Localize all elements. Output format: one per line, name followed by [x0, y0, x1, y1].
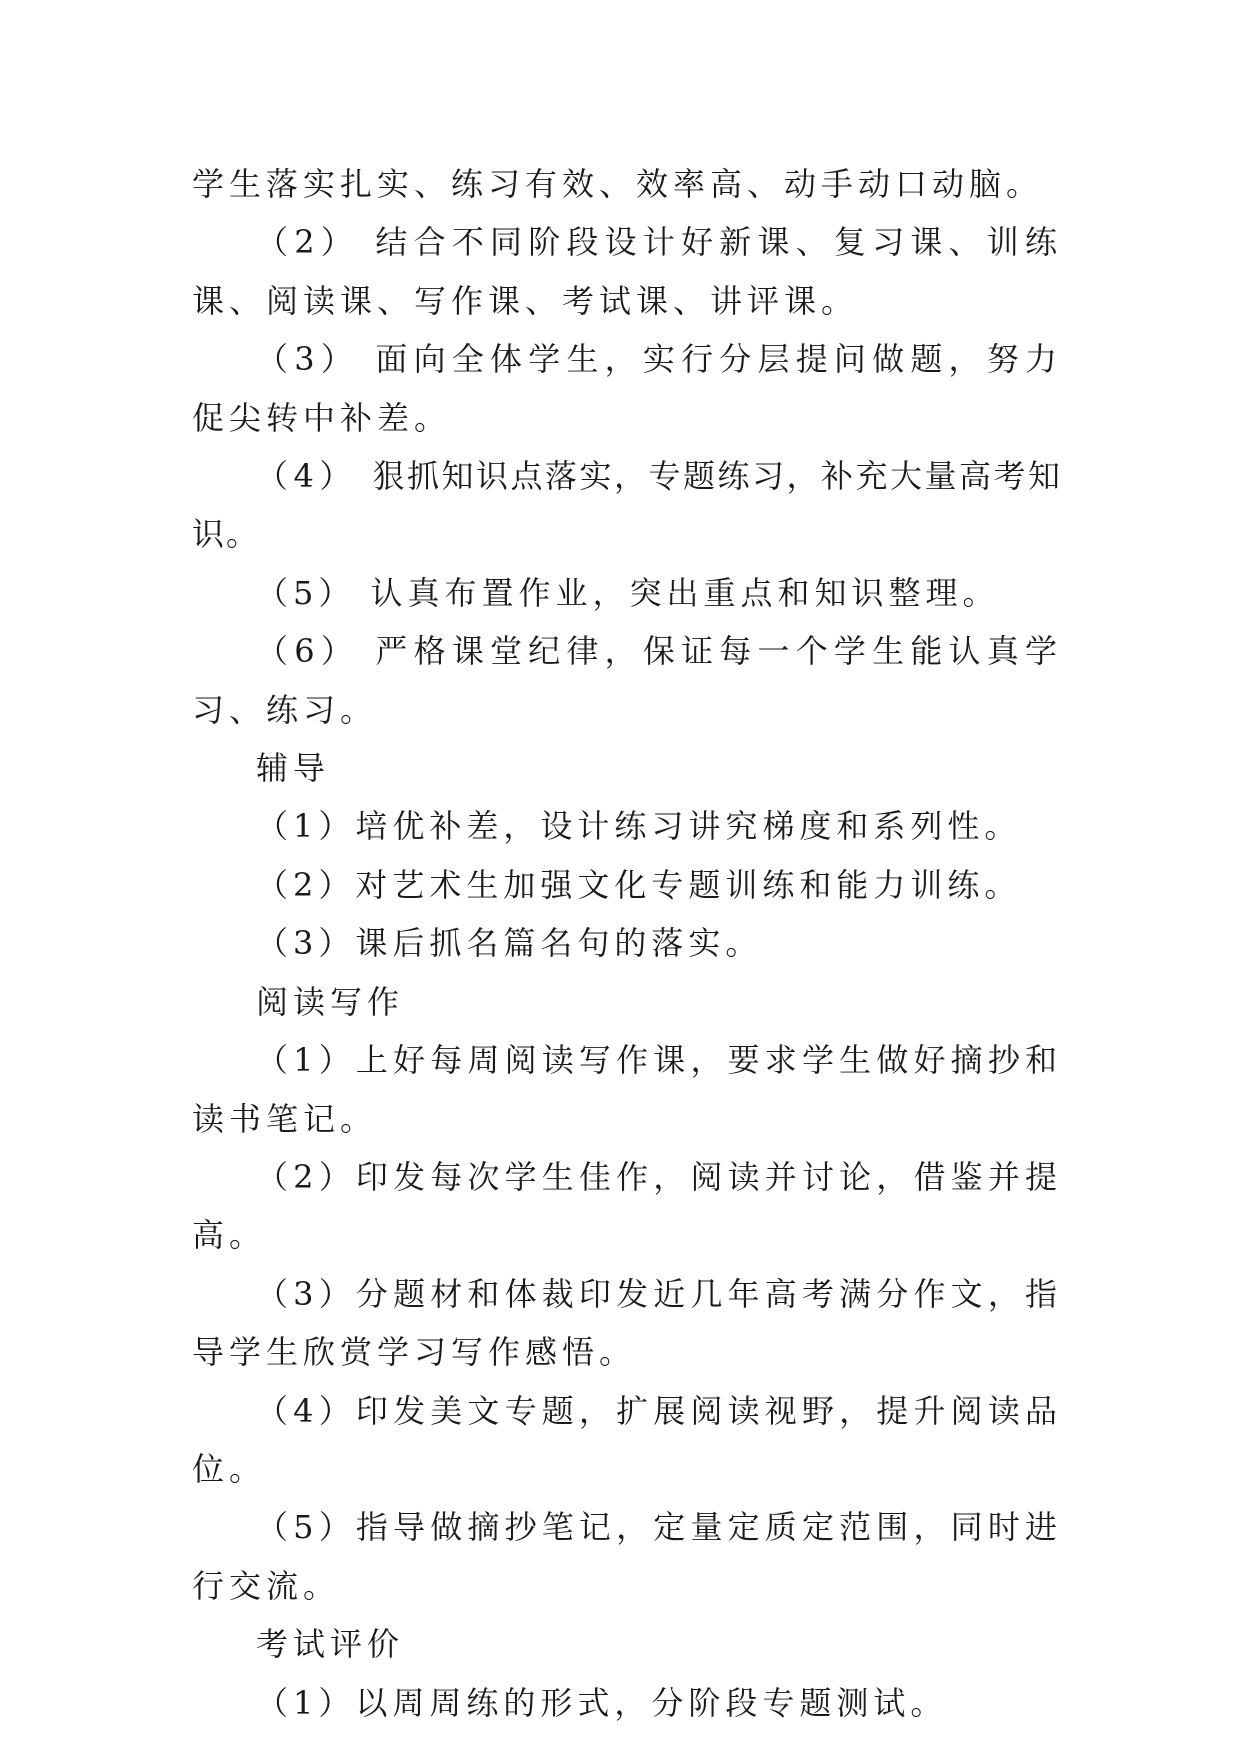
section-heading: 考试评价: [256, 1625, 405, 1664]
list-item-reading-5: [192, 1498, 1062, 1615]
list-item-tutoring-1: [192, 797, 1062, 855]
section-heading-reading-writing: [192, 973, 1062, 1031]
item-text: 印发美文专题，扩展阅读视野，提升阅读品位。: [192, 1391, 1062, 1488]
section-heading-tutoring: [192, 739, 1062, 797]
item-text: 课后抓名篇名句的落实。: [355, 924, 763, 963]
item-number: （2）: [256, 223, 359, 262]
item-text: 认真布置作业，突出重点和知识整理。: [370, 573, 1000, 612]
item-number: （3）: [256, 924, 356, 963]
item-text: 上好每周阅读写作课，要求学生做好摘抄和读书笔记。: [192, 1041, 1062, 1138]
paragraph-continuation: [192, 155, 1062, 213]
item-number: （4）: [256, 1391, 356, 1430]
list-item-tutoring-2: [192, 856, 1062, 914]
item-text: 印发每次学生佳作，阅读并讨论，借鉴并提高。: [192, 1157, 1062, 1255]
list-item-teaching-2: [192, 213, 1062, 330]
list-item-reading-4: [192, 1382, 1062, 1499]
list-item-teaching-4: [192, 447, 1062, 564]
list-item-tutoring-3: [192, 914, 1062, 972]
item-number: （5）: [256, 573, 356, 612]
item-text: 分题材和体裁印发近几年高考满分作文，指导学生欣赏学习写作感悟。: [192, 1274, 1062, 1372]
item-number: （2）: [256, 865, 356, 904]
list-item-reading-3: [192, 1265, 1062, 1382]
list-item-teaching-3: [192, 330, 1062, 447]
item-text: 严格课堂纪律，保证每一个学生能认真学习、练习。: [192, 632, 1062, 729]
item-text: 以周周练的形式，分阶段专题测试。: [355, 1683, 948, 1722]
item-text: 狠抓知识点落实，专题练习，补充大量高考知识。: [192, 457, 1062, 554]
list-item-teaching-6: [192, 622, 1062, 739]
item-text: 培优补差，设计练习讲究梯度和系列性。: [355, 807, 1022, 846]
section-heading-exam-evaluation: [192, 1615, 1062, 1673]
section-heading: 阅读写作: [256, 982, 405, 1021]
item-number: （2）: [256, 1157, 356, 1196]
item-number: （1）: [256, 1683, 356, 1722]
item-number: （3）: [256, 340, 359, 379]
item-number: （4）: [256, 457, 357, 496]
list-item-reading-1: [192, 1031, 1062, 1148]
list-item-reading-2: [192, 1148, 1062, 1265]
item-text: 面向全体学生，实行分层提问做题，努力促尖转中补差。: [192, 340, 1062, 437]
item-number: （6）: [256, 632, 359, 671]
item-text: 对艺术生加强文化专题训练和能力训练。: [355, 865, 1022, 904]
item-number: （3）: [256, 1274, 356, 1313]
document-body: [192, 155, 1062, 1732]
section-heading: 辅导: [256, 749, 331, 788]
item-number: （1）: [256, 1041, 356, 1080]
item-number: （5）: [256, 1508, 356, 1547]
paragraph-text: 学生落实扎实、练习有效、效率高、动手动口动脑。: [192, 165, 1044, 203]
list-item-teaching-5: [192, 564, 1062, 622]
item-text: 指导做摘抄笔记，定量定质定范围，同时进行交流。: [192, 1508, 1062, 1605]
item-text: 结合不同阶段设计好新课、复习课、训练课、阅读课、写作课、考试课、讲评课。: [192, 223, 1062, 320]
item-number: （1）: [256, 807, 356, 846]
list-item-exam-1: [192, 1674, 1062, 1732]
